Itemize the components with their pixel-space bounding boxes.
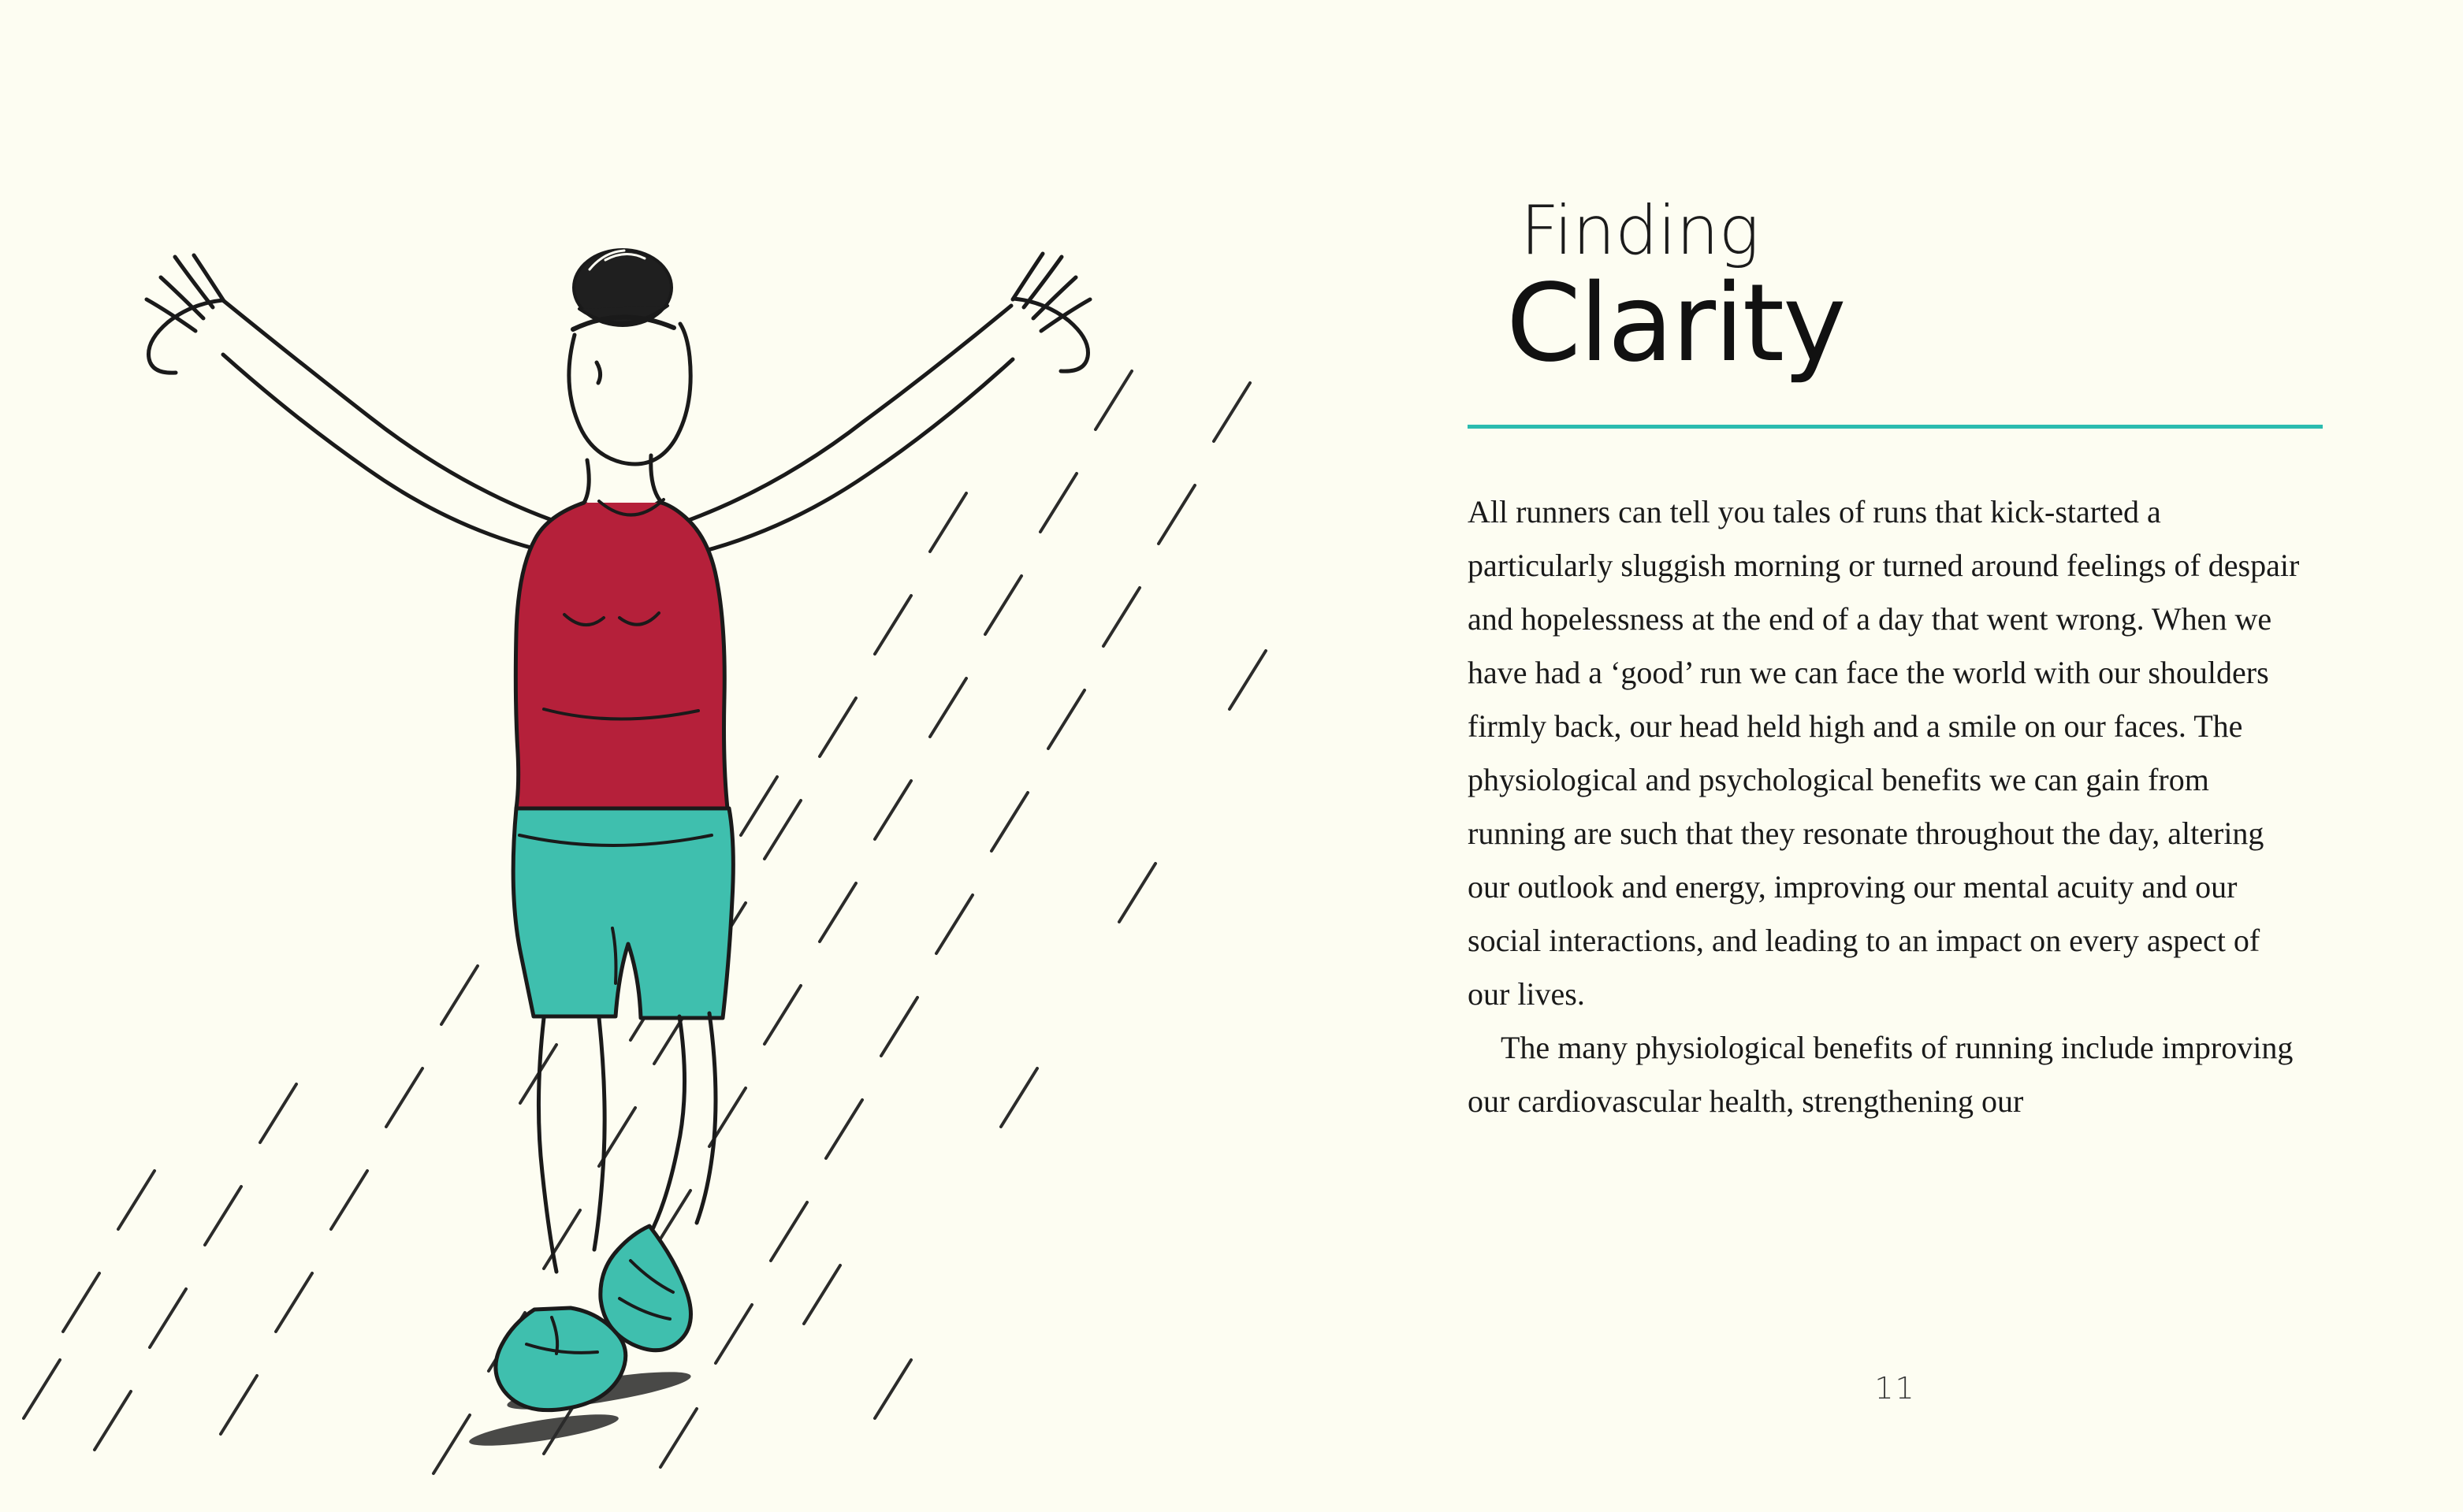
tank-top: [515, 503, 727, 808]
text-column: [1466, 191, 2325, 1128]
page-number: 11: [1874, 1371, 1916, 1406]
right-page: [1466, 0, 2463, 1512]
title-divider: [1468, 425, 2323, 429]
body-text: [1468, 485, 2305, 1128]
page-title: Clarity: [1506, 262, 1845, 386]
shoe-front: [496, 1308, 626, 1410]
chapter-pre-title: Finding: [1520, 191, 1759, 270]
hair-bun: [574, 250, 672, 325]
paragraph-1: All runners can tell you tales of runs that kick-started a particularly sluggish morning or turned around feelings of despair and hopelessness at the end of a day that went wrong. When we have had a ‘good’ run we can face the world with our shoulders firmly back, our head held high and a smile on our faces. The physiological and psychological benefits we can gain from running are such that they resonate throughout the day, altering our outlook and energy, improving our mental acuity and our social interactions, and leading to an impact on every aspect of our lives.: [1468, 493, 2300, 1012]
paragraph-2: The many physiological benefits of running include improving our cardiovascular health, strengthening our: [1468, 1029, 2294, 1119]
chapter-heading: [1466, 191, 2325, 386]
